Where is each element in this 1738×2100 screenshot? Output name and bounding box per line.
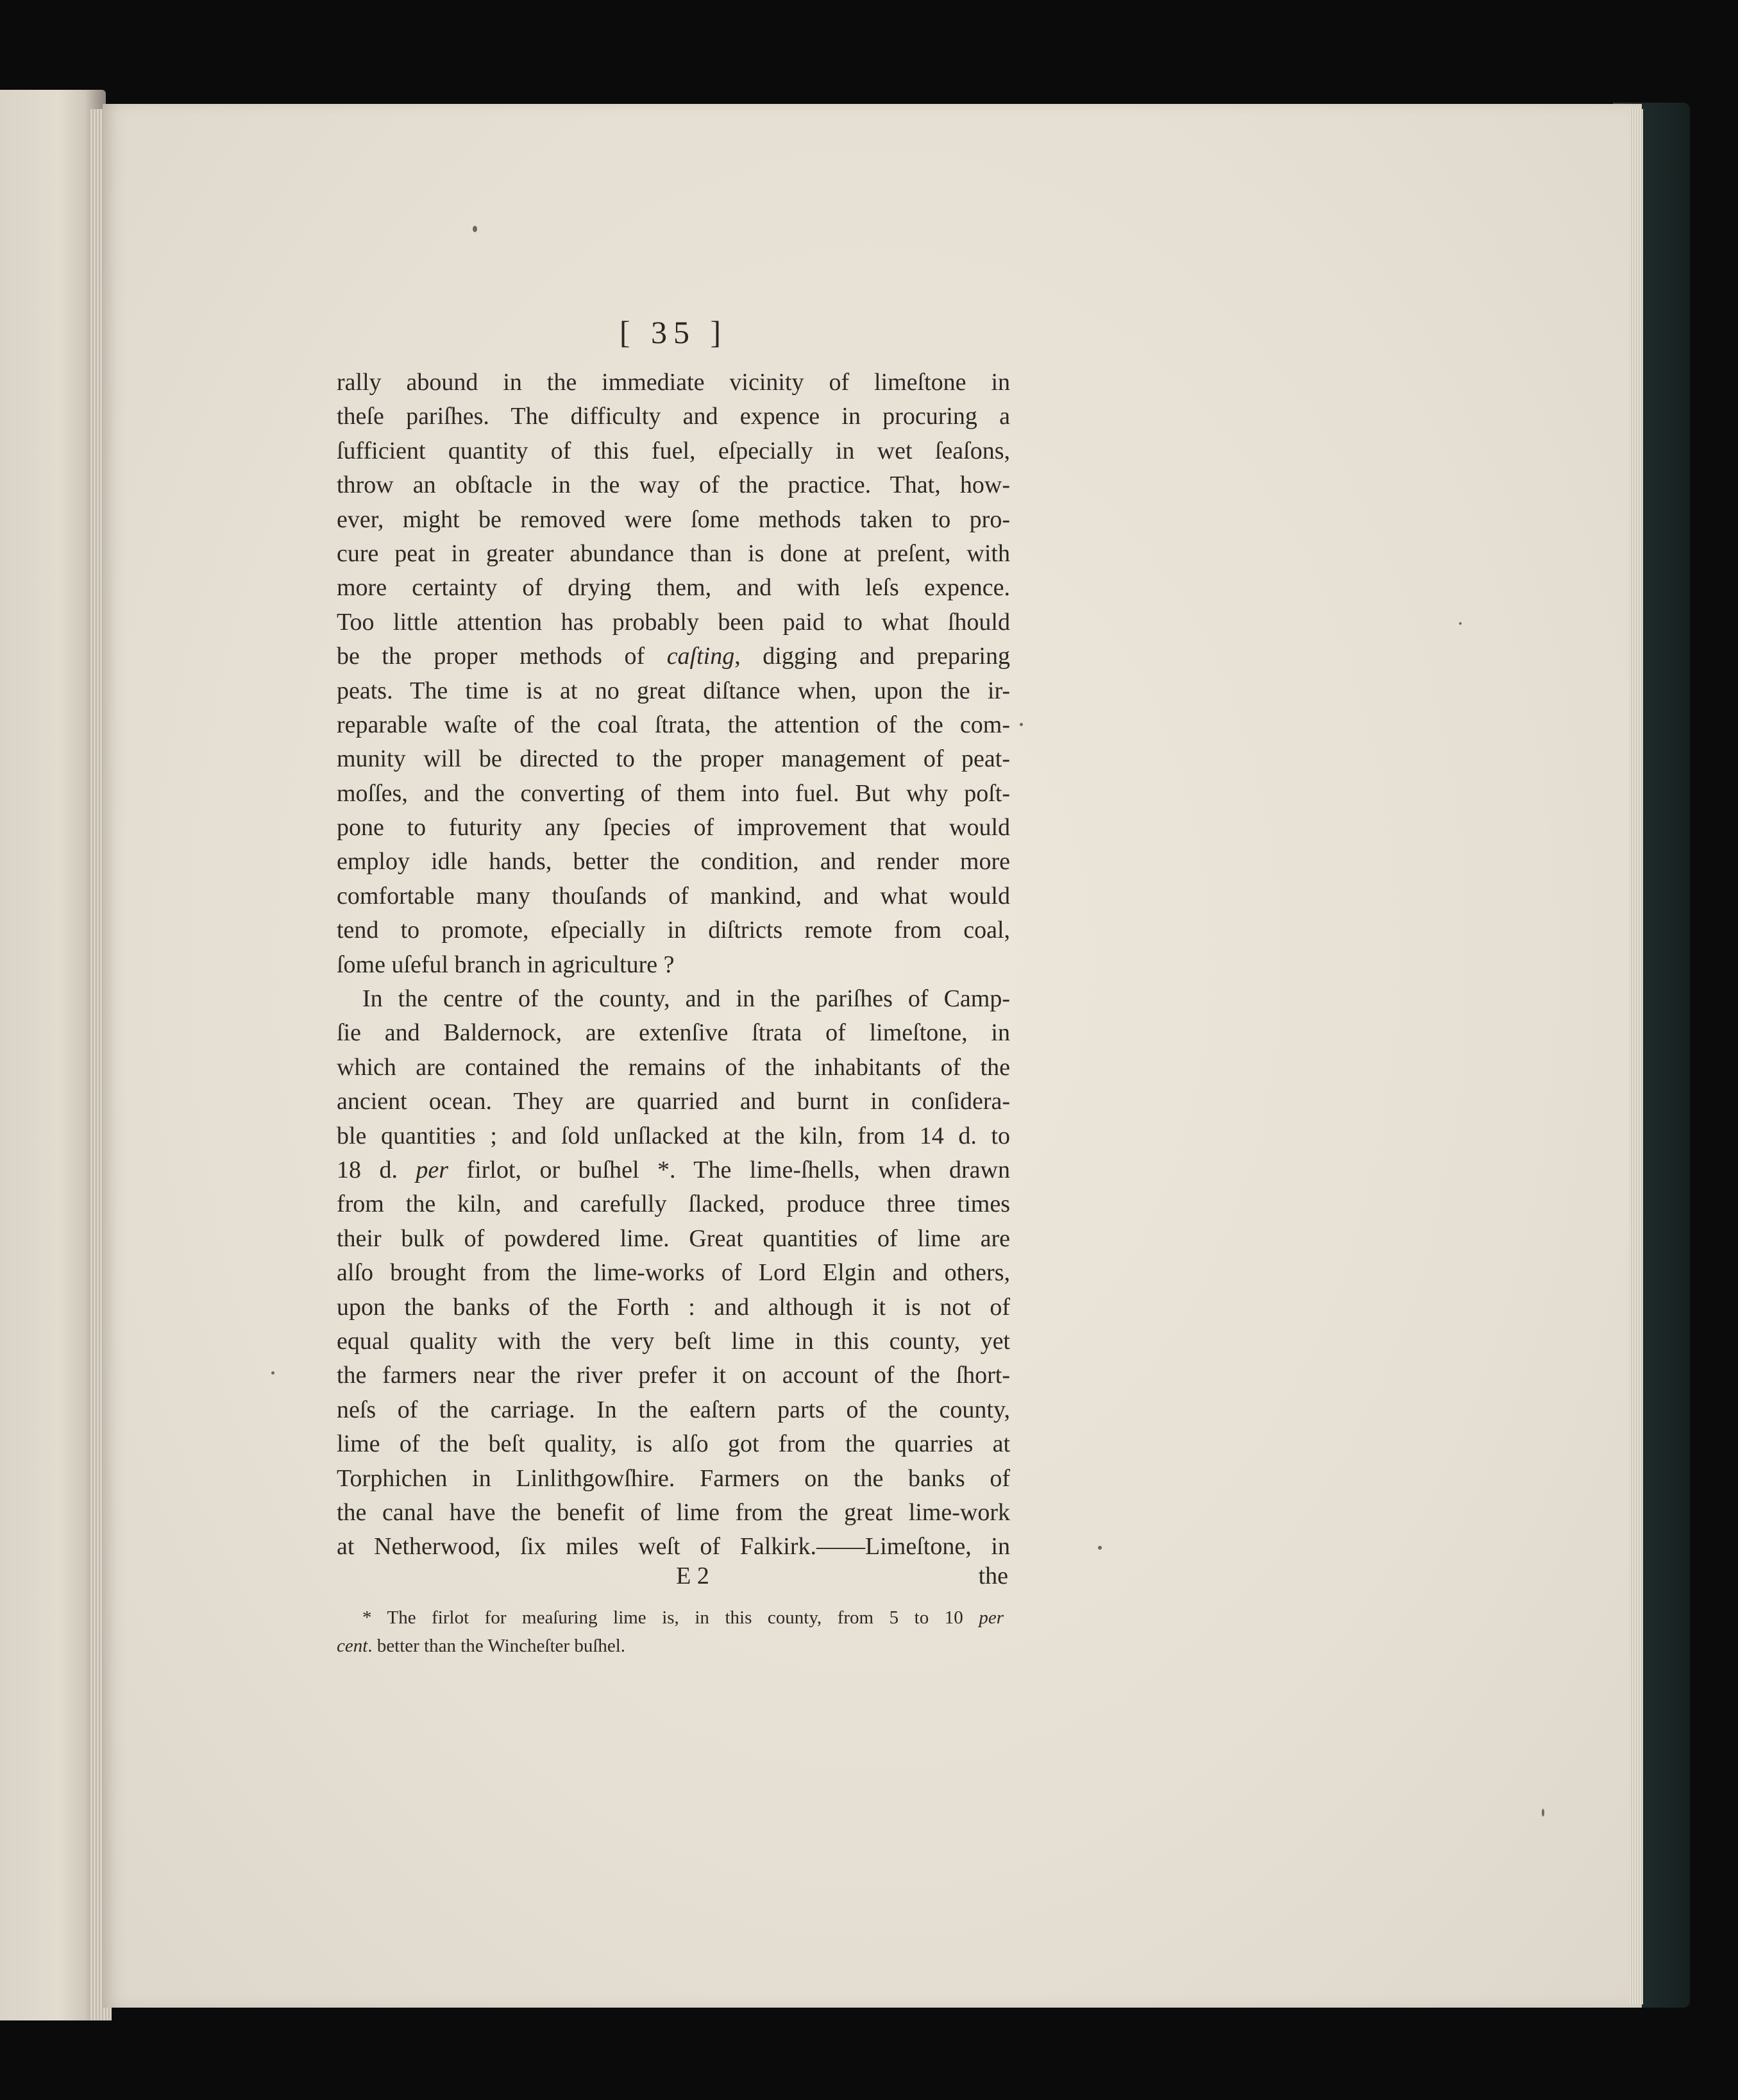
text-line: moſſes, and the converting of them into fuel. But why poſt- xyxy=(337,779,1010,807)
text-run: * The firlot for meaſuring lime is, in this county, from 5 to 10 xyxy=(362,1607,979,1628)
text-line: more certainty of drying them, and with leſs expence. xyxy=(337,574,1010,602)
text-line: ble quantities ; and ſold unſlacked at the kiln, from 14 d. to xyxy=(337,1122,1010,1149)
text-line: munity will be directed to the proper management of peat- xyxy=(337,745,1010,773)
text-line: neſs of the carriage. In the eaſtern parts of the county, xyxy=(337,1396,1010,1423)
text-run: 18 d. xyxy=(337,1156,416,1183)
paper-speck xyxy=(1098,1546,1102,1550)
text-line: Torphichen in Linlithgowſhire. Farmers on the banks of xyxy=(337,1464,1010,1492)
paper-speck xyxy=(271,1371,274,1375)
text-line xyxy=(337,1153,1010,1187)
italic-word: caſting xyxy=(666,643,735,670)
text-line: at Netherwood, ſix miles weſt of Falkirk.——Limeſtone, in xyxy=(337,1533,1010,1561)
catchword: the xyxy=(978,1562,1008,1589)
italic-word: per xyxy=(416,1156,449,1183)
text-run: . better than the Wincheſter buſhel. xyxy=(367,1636,626,1656)
signature-line xyxy=(337,1559,1010,1593)
text-line: ſie and Baldernock, are extenſive ſtrata of limeſtone, in xyxy=(337,1019,1010,1047)
text-line: cure peat in greater abundance than is done at preſent, with xyxy=(337,539,1010,567)
text-line: ſufficient quantity of this fuel, eſpecially in wet ſeaſons, xyxy=(337,437,1010,464)
text-line: the canal have the benefit of lime from the great lime-work xyxy=(337,1498,1010,1526)
text-run: be the proper methods of xyxy=(337,643,667,670)
text-line: pone to futurity any ſpecies of improvement that would xyxy=(337,814,1010,842)
text-line: Too little attention has probably been paid to what ſhould xyxy=(337,608,1010,636)
paper-speck xyxy=(1459,622,1462,625)
text-line: ſome uſeful branch in agriculture ? xyxy=(337,951,675,978)
text-line: theſe pariſhes. The difficulty and expence in procuring a xyxy=(337,403,1010,430)
page-stack-right xyxy=(1629,109,1643,2004)
text-line: peats. The time is at no great diſtance when, upon the ir- xyxy=(337,677,1010,704)
text-line xyxy=(337,639,1010,673)
text-line: equal quality with the very beſt lime in this county, yet xyxy=(337,1327,1010,1355)
text-line: reparable waſte of the coal ſtrata, the attention of the com- xyxy=(337,711,1010,738)
text-run: firlot, or buſhel *. The lime-ſhells, when drawn xyxy=(448,1156,1010,1183)
signature-mark: E 2 xyxy=(676,1562,709,1589)
text-line: which are contained the remains of the inhabitants of the xyxy=(337,1053,1010,1081)
text-line: In the centre of the county, and in the pariſhes of Camp- xyxy=(362,985,1010,1013)
text-line: ever, might be removed were ſome methods taken to pro- xyxy=(337,505,1010,533)
paper-speck xyxy=(1020,723,1023,726)
text-line: ancient ocean. They are quarried and burnt in conſidera- xyxy=(337,1088,1010,1115)
footnote-line xyxy=(337,1632,1004,1660)
text-line: lime of the beſt quality, is alſo got from the quarries at xyxy=(337,1430,1010,1458)
text-line: rally abound in the immediate vicinity of limeſtone in xyxy=(337,369,1010,396)
italic-word: per xyxy=(979,1607,1004,1628)
footnote xyxy=(337,1604,1004,1660)
paper-speck xyxy=(1542,1809,1544,1816)
text-line: throw an obſtacle in the way of the practice. That, how- xyxy=(337,471,1010,499)
text-line: their bulk of powdered lime. Great quantities of lime are xyxy=(337,1224,1010,1252)
text-line: upon the banks of the Forth : and although it is not of xyxy=(337,1293,1010,1321)
paper-speck xyxy=(473,226,477,232)
text-line: tend to promote, eſpecially in diſtricts remote from coal, xyxy=(337,917,1010,944)
italic-word: cent xyxy=(337,1636,368,1656)
text-line: the farmers near the river prefer it on account of the ſhort- xyxy=(337,1362,1010,1389)
text-line: from the kiln, and carefully ſlacked, produce three times xyxy=(337,1190,1010,1218)
page-number: [ 35 ] xyxy=(619,314,728,350)
text-line: comfortable many thouſands of mankind, and what would xyxy=(337,882,1010,910)
text-line: employ idle hands, better the condition, and render more xyxy=(337,848,1010,876)
body-text xyxy=(337,366,1010,1564)
text-run: , digging and preparing xyxy=(734,643,1010,670)
text-line: alſo brought from the lime-works of Lord Elgin and others, xyxy=(337,1259,1010,1287)
footnote-line xyxy=(337,1604,1004,1632)
